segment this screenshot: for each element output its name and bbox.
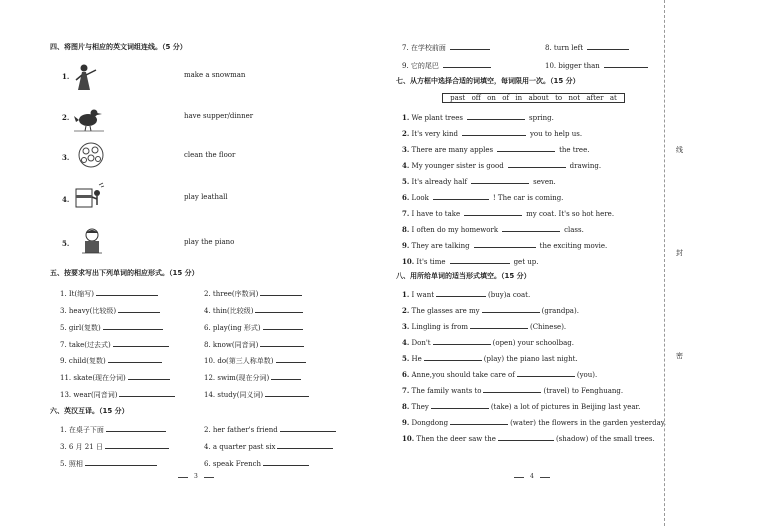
pic-num-4: 4. bbox=[62, 195, 70, 204]
section7-title: 七、从方框中选择合适的词填空，每词限用一次。（15 分） bbox=[396, 77, 580, 85]
binding-line bbox=[664, 0, 666, 526]
s7-sentence-9: 9. They are talking the exciting movie. bbox=[402, 241, 608, 250]
answer-blank[interactable] bbox=[450, 257, 510, 264]
s8-sentence-7: 7. The family wants to (travel) to Fenghuang. bbox=[402, 386, 624, 395]
s5-item-5: 5. girl(复数) bbox=[60, 323, 163, 332]
answer-blank[interactable] bbox=[263, 459, 309, 466]
s8-sentence-3: 3. Lingling is from (Chinese). bbox=[402, 322, 567, 331]
answer-blank[interactable] bbox=[464, 209, 522, 216]
answer-blank[interactable] bbox=[255, 306, 303, 313]
s5-item-2: 2. three(序数词) bbox=[204, 289, 302, 298]
s5-item-13: 13. wear(同音词) bbox=[60, 390, 175, 399]
answer-blank[interactable] bbox=[502, 225, 560, 232]
answer-blank[interactable] bbox=[108, 356, 162, 363]
answer-blank[interactable] bbox=[105, 442, 169, 449]
s8-sentence-6: 6. Anne,you should take care of (you). bbox=[402, 370, 598, 379]
page-number-right: 4 bbox=[514, 474, 550, 480]
binding-label-xian: 线 bbox=[676, 146, 683, 154]
section4-title: 四、将图片与相应的英文词组连线。（5 分） bbox=[50, 43, 187, 51]
s5-item-11: 11. skate(现在分词) bbox=[60, 373, 170, 382]
answer-blank[interactable] bbox=[450, 43, 490, 50]
word-option: not bbox=[568, 93, 581, 102]
binding-label-feng: 封 bbox=[676, 249, 683, 257]
section8-title: 八、用所给单词的适当形式填空。（15 分） bbox=[396, 272, 531, 280]
pic-num-2: 2. bbox=[62, 113, 70, 122]
pic-num-1: 1. bbox=[62, 72, 70, 81]
s8-sentence-4: 4. Don't (open) your schoolbag. bbox=[402, 338, 574, 347]
answer-blank[interactable] bbox=[471, 177, 529, 184]
answer-blank[interactable] bbox=[96, 289, 158, 296]
s8-sentence-10: 10. Then the deer saw the (shadow) of the small trees. bbox=[402, 434, 655, 443]
s7-sentence-8: 8. I often do my homework class. bbox=[402, 225, 584, 234]
phrase-1: make a snowman bbox=[184, 71, 246, 79]
s7-sentence-1: 1. We plant trees spring. bbox=[402, 113, 554, 122]
s8-sentence-2: 2. The glasses are my (grandpa). bbox=[402, 306, 579, 315]
answer-blank[interactable] bbox=[482, 306, 540, 313]
word-option: off bbox=[471, 93, 481, 102]
word-box bbox=[442, 93, 625, 103]
phrase-2: have supper/dinner bbox=[184, 112, 254, 120]
answer-blank[interactable] bbox=[462, 129, 526, 136]
s7-sentence-6: 6. Look ! The car is coming. bbox=[402, 193, 564, 202]
s5-item-14: 14. study(同义词) bbox=[204, 390, 309, 399]
section6-title: 六、英汉互译。（15 分） bbox=[50, 407, 129, 415]
s5-item-3: 3. heavy(比较级) bbox=[60, 306, 160, 315]
phrase-4: play leathall bbox=[184, 193, 228, 201]
s6-item-1: 1. 在桌子下面 bbox=[60, 425, 166, 434]
answer-blank[interactable] bbox=[436, 290, 486, 297]
s5-item-8: 8. know(同音词) bbox=[204, 340, 304, 349]
pic-num-3: 3. bbox=[62, 153, 70, 162]
binding-label-mi: 密 bbox=[676, 352, 683, 360]
s6-item-4: 4. a quarter past six bbox=[204, 442, 333, 451]
bird-icon bbox=[72, 102, 106, 134]
answer-blank[interactable] bbox=[265, 390, 309, 397]
answer-blank[interactable] bbox=[604, 61, 648, 68]
phrase-5: play the piano bbox=[184, 238, 235, 246]
word-option: past bbox=[450, 93, 466, 102]
answer-blank[interactable] bbox=[113, 340, 169, 347]
s5-item-9: 9. child(复数) bbox=[60, 356, 162, 365]
s5-item-12: 12. swim(现在分词) bbox=[204, 373, 301, 382]
page-number-left: 3 bbox=[178, 474, 214, 480]
answer-blank[interactable] bbox=[85, 459, 157, 466]
top-item-9: 9. 它的尾巴 bbox=[402, 61, 491, 70]
answer-blank[interactable] bbox=[474, 241, 536, 248]
answer-blank[interactable] bbox=[263, 323, 303, 330]
s7-sentence-10: 10. It's time get up. bbox=[402, 257, 539, 266]
boy-icon bbox=[76, 226, 110, 258]
answer-blank[interactable] bbox=[508, 161, 566, 168]
s5-item-6: 6. play(ing 形式) bbox=[204, 323, 303, 332]
answer-blank[interactable] bbox=[106, 425, 166, 432]
answer-blank[interactable] bbox=[277, 442, 333, 449]
answer-blank[interactable] bbox=[119, 390, 175, 397]
s7-sentence-5: 5. It's already half seven. bbox=[402, 177, 556, 186]
answer-blank[interactable] bbox=[424, 354, 482, 361]
s6-item-6: 6. speak French bbox=[204, 459, 309, 468]
word-option: after bbox=[586, 93, 604, 102]
word-option: in bbox=[515, 93, 523, 102]
answer-blank[interactable] bbox=[498, 434, 554, 441]
answer-blank[interactable] bbox=[467, 113, 525, 120]
s7-sentence-3: 3. There are many apples the tree. bbox=[402, 145, 590, 154]
answer-blank[interactable] bbox=[497, 145, 555, 152]
s5-item-10: 10. do(第三人称单数) bbox=[204, 356, 306, 365]
answer-blank[interactable] bbox=[118, 306, 160, 313]
word-option: about bbox=[528, 93, 549, 102]
phrase-3: clean the floor bbox=[184, 151, 236, 159]
answer-blank[interactable] bbox=[260, 289, 302, 296]
answer-blank[interactable] bbox=[470, 322, 528, 329]
word-option: of bbox=[502, 93, 510, 102]
answer-blank[interactable] bbox=[280, 425, 336, 432]
s7-sentence-7: 7. I have to take my coat. It's so hot here. bbox=[402, 209, 615, 218]
s6-item-5: 5. 照相 bbox=[60, 459, 157, 468]
s8-sentence-8: 8. They (take) a lot of pictures in Beijing last year. bbox=[402, 402, 641, 411]
s7-sentence-2: 2. It's very kind you to help us. bbox=[402, 129, 583, 138]
top-item-7: 7. 在学校前面 bbox=[402, 43, 490, 52]
top-item-8: 8. turn left bbox=[545, 43, 629, 52]
word-option: to bbox=[555, 93, 563, 102]
answer-blank[interactable] bbox=[260, 340, 304, 347]
s7-sentence-4: 4. My younger sister is good drawing. bbox=[402, 161, 602, 170]
answer-blank[interactable] bbox=[103, 323, 163, 330]
answer-blank[interactable] bbox=[587, 43, 629, 50]
answer-blank[interactable] bbox=[276, 356, 306, 363]
pic-num-5: 5. bbox=[62, 239, 70, 248]
girl-dancing-icon bbox=[72, 62, 106, 94]
piano-icon bbox=[72, 181, 106, 213]
word-option: at bbox=[609, 93, 617, 102]
s6-item-2: 2. her father's friend bbox=[204, 425, 336, 434]
s5-item-1: 1. It(缩写) bbox=[60, 289, 158, 298]
s5-item-4: 4. thin(比较级) bbox=[204, 306, 303, 315]
answer-blank[interactable] bbox=[450, 418, 508, 425]
section5-title: 五、按要求写出下列单词的相应形式。（15 分） bbox=[50, 269, 199, 277]
flowers-icon bbox=[74, 140, 108, 172]
answer-blank[interactable] bbox=[517, 370, 575, 377]
s6-item-3: 3. 6 月 21 日 bbox=[60, 442, 169, 451]
answer-blank[interactable] bbox=[271, 373, 301, 380]
s8-sentence-5: 5. He (play) the piano last night. bbox=[402, 354, 578, 363]
answer-blank[interactable] bbox=[433, 338, 491, 345]
answer-blank[interactable] bbox=[483, 386, 541, 393]
s5-item-7: 7. take(过去式) bbox=[60, 340, 169, 349]
s8-sentence-9: 9. Dongdong (water) the flowers in the garden yesterday. bbox=[402, 418, 667, 427]
top-item-10: 10. bigger than bbox=[545, 61, 648, 70]
s8-sentence-1: 1. I want (buy)a coat. bbox=[402, 290, 531, 299]
answer-blank[interactable] bbox=[431, 402, 489, 409]
word-option: on bbox=[487, 93, 496, 102]
answer-blank[interactable] bbox=[443, 61, 491, 68]
answer-blank[interactable] bbox=[433, 193, 489, 200]
answer-blank[interactable] bbox=[128, 373, 170, 380]
